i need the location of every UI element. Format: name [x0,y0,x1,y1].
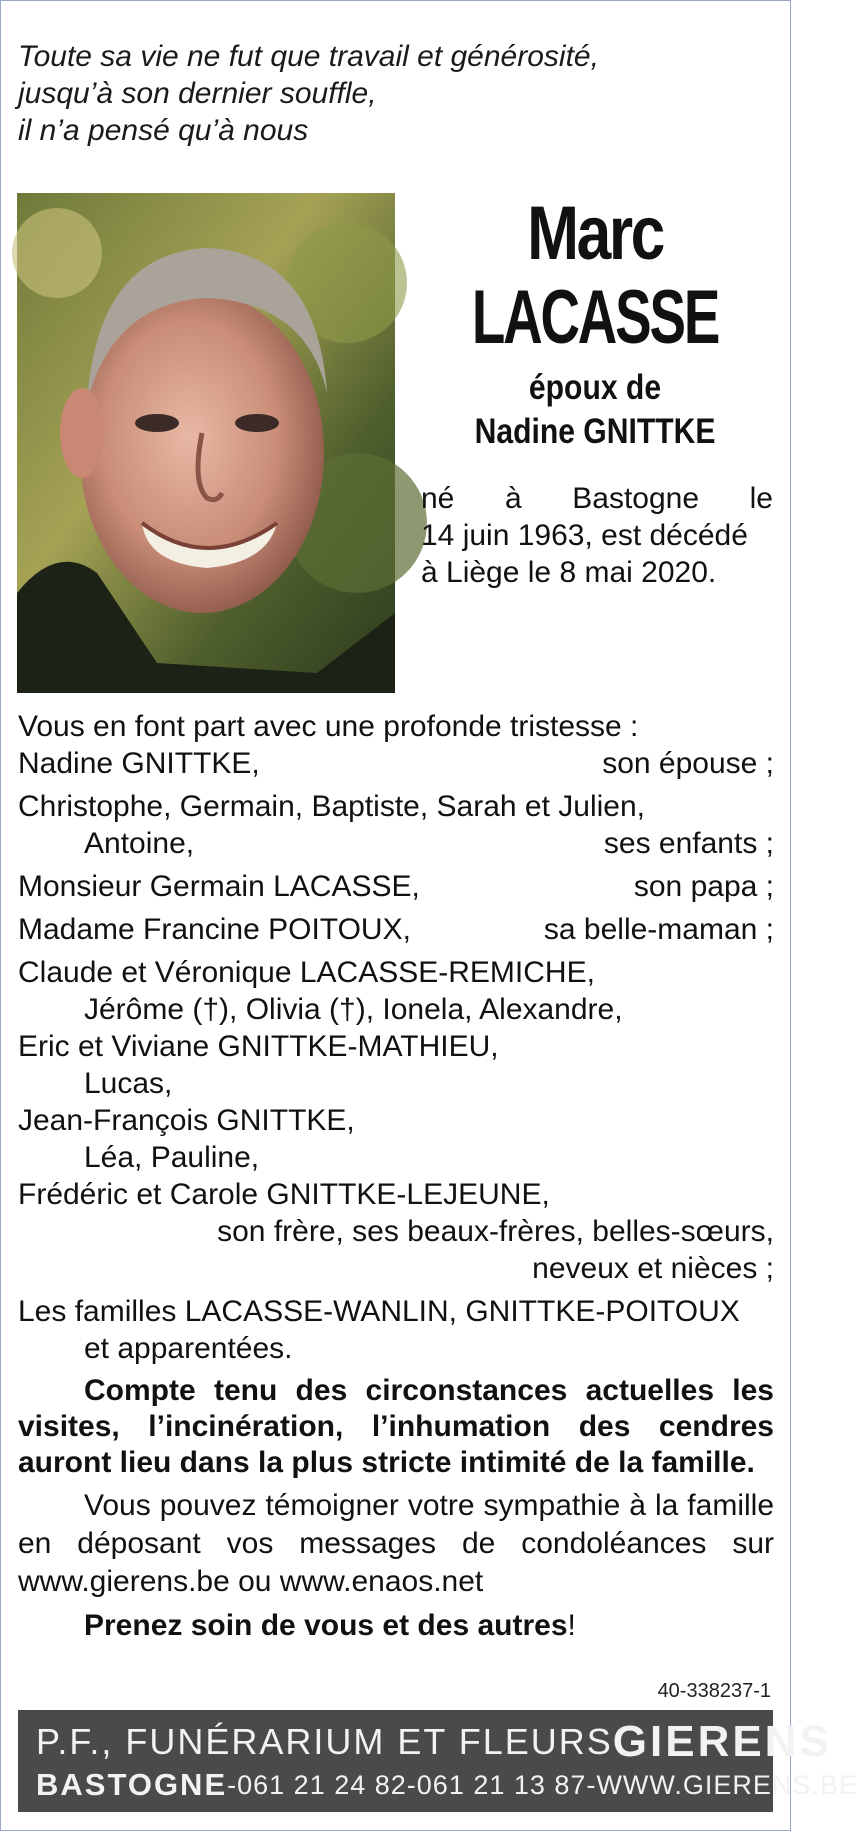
family-row [18,745,774,782]
birth-line: à Liège le 8 mai 2020. [421,556,717,589]
birth-word: né [421,482,455,515]
family-member: Christophe, Germain, Baptiste, Sarah et Julien, [18,790,645,823]
family-member: Nadine GNITTKE, [18,747,260,780]
funeral-home-name: GIERENS [612,1717,832,1766]
family-member: Antoine, [84,827,195,860]
banner-line-2 [36,1767,858,1802]
family-member: et apparentées. [84,1332,293,1365]
birth-word: Bastogne [572,482,700,515]
family-row [18,825,774,862]
separator: - [406,1770,417,1800]
family-row [18,868,774,905]
portrait-photo-image [17,193,395,693]
funeral-home-banner [18,1710,858,1812]
banner-line-1 [36,1717,832,1766]
birth-death-info [421,480,773,591]
funeral-home-website: WWW.GIERENS.BE [596,1770,858,1800]
closing-line [18,1607,774,1644]
first-name: Marc [527,191,663,276]
quote-line: jusqu’à son dernier souffle, [18,77,377,110]
funeral-home-prefix: P.F., FUNÉRARIUM ET FLEURS [36,1721,613,1762]
family-member: Les familles LACASSE-WANLIN, GNITTKE-POITOUX [18,1295,740,1328]
funeral-home-phone: 061 21 13 87 [416,1770,587,1800]
family-member: Claude et Véronique LACASSE-REMICHE, [18,956,595,989]
family-member: Monsieur Germain LACASSE, [18,870,420,903]
family-row [18,911,774,948]
spouse-block [440,366,750,454]
covid-notice [18,1373,774,1481]
family-role: sa belle-maman ; [543,913,774,946]
family-role: neveux et nièces ; [532,1252,774,1285]
family-role: ses enfants ; [603,827,774,860]
closing-bold: Prenez soin de vous et des autres [84,1609,568,1642]
funeral-home-phone: 061 21 24 82 [237,1770,407,1800]
spouse-label: époux de [528,368,662,407]
family-role: son papa ; [633,870,774,903]
reference-number: 40-338237-1 [657,1680,771,1702]
birth-line [421,480,773,517]
family-member: Léa, Pauline, [84,1141,260,1174]
family-list [18,708,774,1644]
family-member: Lucas, [84,1067,173,1100]
funeral-home-city: BASTOGNE [36,1767,228,1802]
family-role: son frère, ses beaux-frères, belles-sœurs, [217,1215,774,1248]
family-member: Jean-François GNITTKE, [18,1104,355,1137]
condolences-text: Vous pouvez témoigner votre sympathie à la famille en déposant vos messages de condoléances sur www.gierens.be ou www.enaos.net [18,1489,774,1598]
birth-line: 14 juin 1963, est décédé [421,519,748,552]
family-member: Madame Francine POITOUX, [18,913,411,946]
family-member: Jérôme (†), Olivia (†), Ionela, Alexandre, [84,993,623,1026]
birth-word: le [749,482,773,515]
separator: - [586,1770,597,1800]
last-name: LACASSE [471,275,719,360]
family-role: son épouse ; [602,747,774,780]
family-member: Frédéric et Carole GNITTKE-LEJEUNE, [18,1178,550,1211]
closing-mark: ! [567,1609,576,1642]
quote-line: il n’a pensé qu’à nous [18,114,309,147]
family-member: Eric et Viviane GNITTKE-MATHIEU, [18,1030,499,1063]
portrait-photo [17,193,395,693]
condolences-notice [18,1487,774,1601]
family-intro: Vous en font part avec une profonde tristesse : [18,710,639,743]
birth-word: à [504,482,522,515]
quote-line: Toute sa vie ne fut que travail et générosité, [18,40,599,73]
separator: - [227,1770,238,1800]
spouse-name: Nadine GNITTKE [474,412,716,451]
covid-notice-text: Compte tenu des circonstances actuelles les visites, l’incinération, l’inhumation des cendres auront lieu dans la plus stricte intimité de la famille. [18,1374,774,1479]
epitaph-quote [18,38,599,149]
